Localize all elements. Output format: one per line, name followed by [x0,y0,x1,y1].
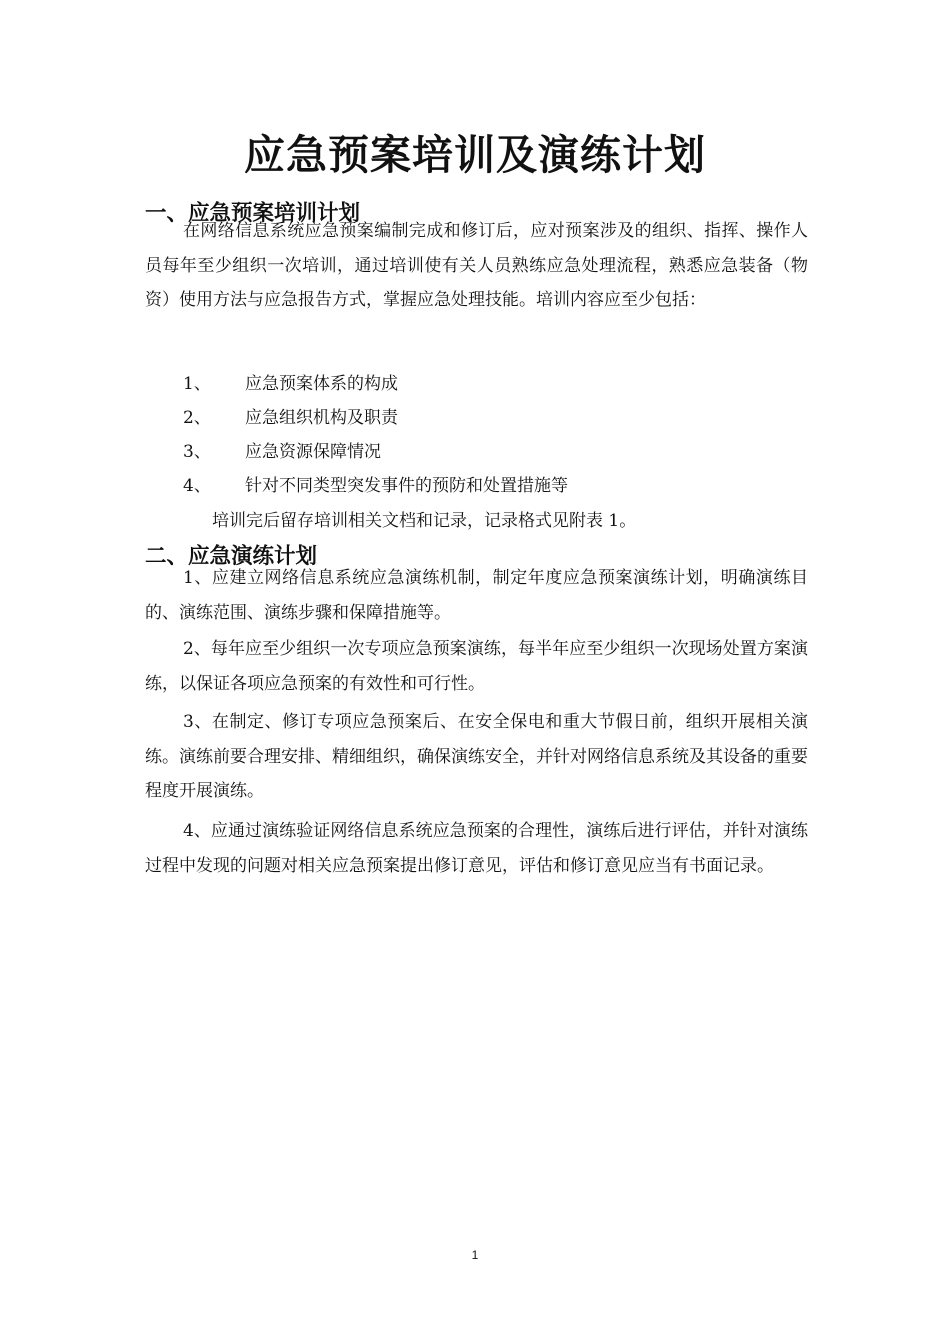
list-item [183,437,381,462]
list-item-number: 3、 [183,442,211,462]
training-record-note: 培训完后留存培训相关文档和记录，记录格式见附表 1。 [212,511,637,531]
list-item-number: 4、 [183,476,211,496]
section2-paragraph-2: 2、每年应至少组织一次专项应急预案演练，每半年应至少组织一次现场处置方案演练，以保证各项应急预案的有效性和可行性。 [145,639,808,694]
list-item-text: 应急组织机构及职责 [245,408,398,428]
list-item-number: 2、 [183,408,211,428]
list-item [183,471,568,496]
section1-intro: 在网络信息系统应急预案编制完成和修订后，应对预案涉及的组织、指挥、操作人员每年至少组织一次培训，通过培训使有关人员熟练应急处理流程，熟悉应急装备（物资）使用方法与应急报告方式，掌握应急处理技能。培训内容应至少包括： [145,221,808,310]
section2-paragraph-1: 1、应建立网络信息系统应急演练机制，制定年度应急预案演练计划，明确演练目的、演练范围、演练步骤和保障措施等。 [145,568,808,623]
page-number: 1 [471,1248,479,1262]
section2-paragraph-4: 4、应通过演练验证网络信息系统应急预案的合理性，演练后进行评估，并针对演练过程中发现的问题对相关应急预案提出修订意见，评估和修订意见应当有书面记录。 [145,821,808,876]
list-item [183,403,398,428]
section1-heading: 一、应急预案培训计划 [145,201,361,226]
list-item-text: 针对不同类型突发事件的预防和处置措施等 [245,476,568,496]
document-title: 应急预案培训及演练计划 [244,131,706,179]
list-item [183,369,398,394]
list-item-number: 1、 [183,374,211,394]
section2-heading: 二、应急演练计划 [145,544,318,569]
section2-paragraph-3: 3、在制定、修订专项应急预案后、在安全保电和重大节假日前，组织开展相关演练。演练前要合理安排、精细组织，确保演练安全，并针对网络信息系统及其设备的重要程度开展演练。 [145,712,808,801]
list-item-text: 应急资源保障情况 [245,442,381,462]
list-item-text: 应急预案体系的构成 [245,374,398,394]
